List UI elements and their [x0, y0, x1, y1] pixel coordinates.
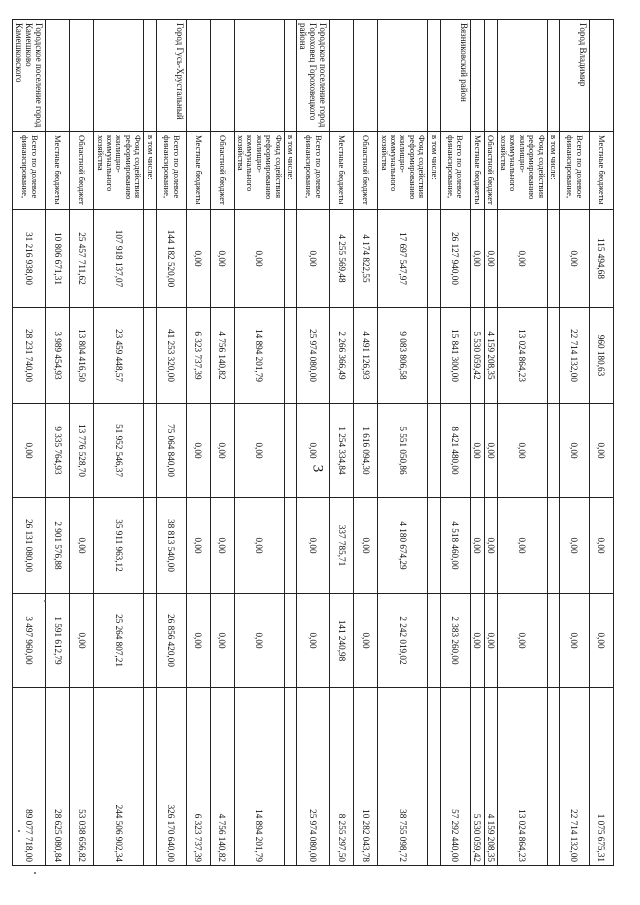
amount-cell: 10 806 671,31 — [46, 210, 70, 308]
amount-cell: 0,00 — [470, 210, 484, 308]
amount-cell — [284, 210, 296, 308]
table-row — [234, 20, 284, 866]
scan-speck — [18, 830, 20, 832]
amount-cell: 0,00 — [590, 594, 614, 688]
amount-cell: 26 131 080,00 — [13, 498, 46, 594]
amount-cell: 0,00 — [470, 404, 484, 498]
amount-cell — [428, 594, 440, 688]
table-row — [590, 20, 614, 866]
table-row — [210, 20, 234, 866]
amount-cell: 0,00 — [484, 210, 497, 308]
municipality-cell: Город Владимир — [560, 20, 590, 132]
municipality-cell — [330, 20, 354, 132]
amount-cell: 53 038 656,82 — [70, 688, 94, 866]
municipality-cell — [210, 20, 234, 132]
page-number: 3 — [309, 464, 326, 473]
amount-cell: 2 901 576,88 — [46, 498, 70, 594]
budget-type-cell: Всего по долевое финансирование, — [560, 132, 590, 210]
amount-cell: 25 264 807,21 — [94, 594, 144, 688]
municipality-cell — [94, 20, 144, 132]
table-row — [70, 20, 94, 866]
table-row — [46, 20, 70, 866]
amount-cell: 0,00 — [470, 594, 484, 688]
amount-cell — [547, 308, 559, 404]
amount-cell — [144, 594, 156, 688]
amount-cell: 337 785,71 — [330, 498, 354, 594]
amount-cell: 6 323 737,39 — [186, 688, 210, 866]
table-row — [484, 20, 497, 866]
municipality-cell: Город Гусь-Хрустальный — [156, 20, 186, 132]
amount-cell: 1 591 612,79 — [46, 594, 70, 688]
municipality-cell: Городское поселение город Камешково Камешковского — [13, 20, 46, 132]
amount-cell: 244 506 902,34 — [94, 688, 144, 866]
amount-cell: 0,00 — [186, 210, 210, 308]
amount-cell: 28 625 080,84 — [46, 688, 70, 866]
amount-cell: 0,00 — [484, 498, 497, 594]
amount-cell: 89 077 718,00 — [13, 688, 46, 866]
amount-cell: 1 616 094,30 — [354, 404, 378, 498]
table-row — [497, 20, 547, 866]
amount-cell: 26 856 420,00 — [156, 594, 186, 688]
amount-cell: 57 292 440,00 — [440, 688, 470, 866]
table-row — [440, 20, 470, 866]
budget-type-cell: Всего по долевое финансирование, — [13, 132, 46, 210]
financing-table — [12, 19, 614, 866]
table-row — [470, 20, 484, 866]
amount-cell: 0,00 — [497, 210, 547, 308]
amount-cell — [144, 404, 156, 498]
amount-cell: 0,00 — [70, 498, 94, 594]
amount-cell: 31 216 938,00 — [13, 210, 46, 308]
amount-cell: 141 240,98 — [330, 594, 354, 688]
amount-cell — [284, 688, 296, 866]
amount-cell: 0,00 — [234, 498, 284, 594]
amount-cell: 9 335 764,93 — [46, 404, 70, 498]
budget-type-cell: Местные бюджеты — [470, 132, 484, 210]
scan-speck — [34, 872, 36, 874]
budget-type-cell: Областной бюджет — [210, 132, 234, 210]
amount-cell: 25 974 080,00 — [297, 308, 330, 404]
amount-cell: 0,00 — [70, 594, 94, 688]
amount-cell: 0,00 — [210, 404, 234, 498]
amount-cell: 0,00 — [186, 594, 210, 688]
amount-cell: 4 518 460,00 — [440, 498, 470, 594]
amount-cell: 8 421 480,00 — [440, 404, 470, 498]
amount-cell — [428, 210, 440, 308]
amount-cell: 51 952 546,37 — [94, 404, 144, 498]
amount-cell: 2 383 260,00 — [440, 594, 470, 688]
municipality-cell — [547, 20, 559, 132]
amount-cell: 4 756 140,82 — [210, 308, 234, 404]
amount-cell: 4 756 140,82 — [210, 688, 234, 866]
amount-cell — [547, 688, 559, 866]
amount-cell: 960 180,63 — [590, 308, 614, 404]
amount-cell: 0,00 — [234, 594, 284, 688]
amount-cell: 13 804 416,50 — [70, 308, 94, 404]
amount-cell: 8 255 297,50 — [330, 688, 354, 866]
municipality-cell — [234, 20, 284, 132]
amount-cell: 13 024 864,23 — [497, 688, 547, 866]
municipality-cell — [484, 20, 497, 132]
budget-type-cell: Местные бюджеты — [590, 132, 614, 210]
amount-cell: 13 024 864,23 — [497, 308, 547, 404]
budget-type-cell: Всего по долевое финансирование, — [297, 132, 330, 210]
amount-cell: 2 266 366,49 — [330, 308, 354, 404]
amount-cell: 9 083 806,58 — [378, 308, 428, 404]
amount-cell — [284, 594, 296, 688]
amount-cell: 23 459 448,57 — [94, 308, 144, 404]
amount-cell: 0,00 — [484, 404, 497, 498]
amount-cell: 5 551 050,86 — [378, 404, 428, 498]
amount-cell — [284, 404, 296, 498]
amount-cell: 38 755 098,72 — [378, 688, 428, 866]
budget-type-cell: Местные бюджеты — [46, 132, 70, 210]
budget-type-cell: Областной бюджет — [484, 132, 497, 210]
table-body — [13, 20, 614, 866]
amount-cell — [547, 404, 559, 498]
table-row — [378, 20, 428, 866]
municipality-cell — [354, 20, 378, 132]
municipality-cell: Вязниковский район — [440, 20, 470, 132]
amount-cell: 0,00 — [590, 404, 614, 498]
amount-cell: 0,00 — [186, 404, 210, 498]
amount-cell: 3 497 960,00 — [13, 594, 46, 688]
amount-cell: 4 255 569,48 — [330, 210, 354, 308]
amount-cell: 0,00 — [470, 498, 484, 594]
amount-cell: 0,00 — [13, 404, 46, 498]
amount-cell: 13 776 528,70 — [70, 404, 94, 498]
amount-cell: 35 911 963,12 — [94, 498, 144, 594]
amount-cell: 0,00 — [560, 210, 590, 308]
table-row — [428, 20, 440, 866]
budget-type-cell: в том числе: — [284, 132, 296, 210]
amount-cell — [428, 688, 440, 866]
amount-cell: 0,00 — [210, 210, 234, 308]
amount-cell: 14 894 201,79 — [234, 688, 284, 866]
table-row — [94, 20, 144, 866]
municipality-cell — [46, 20, 70, 132]
amount-cell: 14 894 201,79 — [234, 308, 284, 404]
amount-cell: 326 170 640,00 — [156, 688, 186, 866]
amount-cell — [144, 210, 156, 308]
amount-cell: 0,00 — [354, 498, 378, 594]
table-row — [156, 20, 186, 866]
budget-type-cell: в том числе: — [547, 132, 559, 210]
budget-type-cell: Областной бюджет — [70, 132, 94, 210]
amount-cell: 4 159 208,35 — [484, 688, 497, 866]
table-row — [186, 20, 210, 866]
amount-cell: 0,00 — [186, 498, 210, 594]
amount-cell: 0,00 — [560, 404, 590, 498]
amount-cell: 0,00 — [234, 404, 284, 498]
amount-cell — [144, 688, 156, 866]
amount-cell: 25 457 711,62 — [70, 210, 94, 308]
amount-cell: 41 253 320,00 — [156, 308, 186, 404]
amount-cell: 0,00 — [497, 498, 547, 594]
budget-type-cell: в том числе: — [428, 132, 440, 210]
amount-cell: 1 075 675,31 — [590, 688, 614, 866]
rotated-page — [14, 19, 614, 865]
amount-cell: 0,00 — [560, 498, 590, 594]
amount-cell — [547, 498, 559, 594]
amount-cell: 28 231 740,00 — [13, 308, 46, 404]
municipality-cell — [144, 20, 156, 132]
amount-cell — [547, 210, 559, 308]
municipality-cell — [590, 20, 614, 132]
amount-cell: 0,00 — [497, 594, 547, 688]
municipality-cell — [70, 20, 94, 132]
amount-cell: 25 974 080,00 — [297, 688, 330, 866]
municipality-cell — [470, 20, 484, 132]
municipality-cell: Городское поселение город Гороховец Гороховецкого района — [297, 20, 330, 132]
amount-cell: 0,00 — [354, 594, 378, 688]
amount-cell: 0,00 — [234, 210, 284, 308]
amount-cell: 1 254 334,84 — [330, 404, 354, 498]
table-row — [284, 20, 296, 866]
amount-cell — [284, 308, 296, 404]
amount-cell: 3 989 454,93 — [46, 308, 70, 404]
budget-type-cell: Фонд содействия реформированию жилищно-коммунального хозяйства — [497, 132, 547, 210]
budget-type-cell: Всего по долевое финансирование, — [440, 132, 470, 210]
table-row — [144, 20, 156, 866]
amount-cell: 26 127 940,00 — [440, 210, 470, 308]
budget-type-cell: Всего по долевое финансирование, — [156, 132, 186, 210]
amount-cell: 22 714 132,00 — [560, 308, 590, 404]
amount-cell: 5 530 059,42 — [470, 688, 484, 866]
amount-cell: 4 491 126,93 — [354, 308, 378, 404]
municipality-cell — [284, 20, 296, 132]
amount-cell: 0,00 — [297, 210, 330, 308]
amount-cell: 0,00 — [297, 498, 330, 594]
amount-cell — [144, 308, 156, 404]
amount-cell: 115 494,68 — [590, 210, 614, 308]
table-row — [560, 20, 590, 866]
table-row — [547, 20, 559, 866]
amount-cell: 144 182 520,00 — [156, 210, 186, 308]
municipality-cell — [378, 20, 428, 132]
table-row — [13, 20, 46, 866]
amount-cell — [428, 308, 440, 404]
amount-cell — [144, 498, 156, 594]
budget-type-cell: Областной бюджет — [354, 132, 378, 210]
budget-type-cell: Местные бюджеты — [186, 132, 210, 210]
amount-cell: 107 918 137,07 — [94, 210, 144, 308]
amount-cell — [284, 498, 296, 594]
amount-cell: 0,00 — [210, 498, 234, 594]
amount-cell: 75 064 840,00 — [156, 404, 186, 498]
amount-cell: 5 530 059,42 — [470, 308, 484, 404]
amount-cell: 0,00 — [210, 594, 234, 688]
municipality-cell — [186, 20, 210, 132]
table-row — [354, 20, 378, 866]
amount-cell: 0,00 — [297, 594, 330, 688]
amount-cell — [547, 594, 559, 688]
amount-cell: 4 159 208,35 — [484, 308, 497, 404]
amount-cell: 2 242 019,02 — [378, 594, 428, 688]
amount-cell: 0,00 — [297, 404, 330, 498]
amount-cell — [428, 404, 440, 498]
amount-cell: 4 174 822,55 — [354, 210, 378, 308]
amount-cell: 10 282 043,78 — [354, 688, 378, 866]
budget-type-cell: в том числе: — [144, 132, 156, 210]
amount-cell: 6 323 737,39 — [186, 308, 210, 404]
amount-cell: 15 841 300,00 — [440, 308, 470, 404]
amount-cell: 17 697 547,97 — [378, 210, 428, 308]
table-row — [297, 20, 330, 866]
table-row — [330, 20, 354, 866]
budget-type-cell: Фонд содействия реформированию жилищно-коммунального хозяйства — [234, 132, 284, 210]
budget-type-cell: Фонд содействия реформированию жилищно-коммунального хозяйства — [94, 132, 144, 210]
scan-speck — [44, 600, 46, 602]
budget-type-cell: Местные бюджеты — [330, 132, 354, 210]
budget-type-cell: Фонд содействия реформированию жилищно-коммунального хозяйства — [378, 132, 428, 210]
amount-cell: 0,00 — [590, 498, 614, 594]
amount-cell — [428, 498, 440, 594]
amount-cell: 0,00 — [484, 594, 497, 688]
municipality-cell — [497, 20, 547, 132]
amount-cell: 0,00 — [497, 404, 547, 498]
amount-cell: 0,00 — [560, 594, 590, 688]
amount-cell: 22 714 132,00 — [560, 688, 590, 866]
amount-cell: 4 180 674,29 — [378, 498, 428, 594]
amount-cell: 38 813 540,00 — [156, 498, 186, 594]
municipality-cell — [428, 20, 440, 132]
